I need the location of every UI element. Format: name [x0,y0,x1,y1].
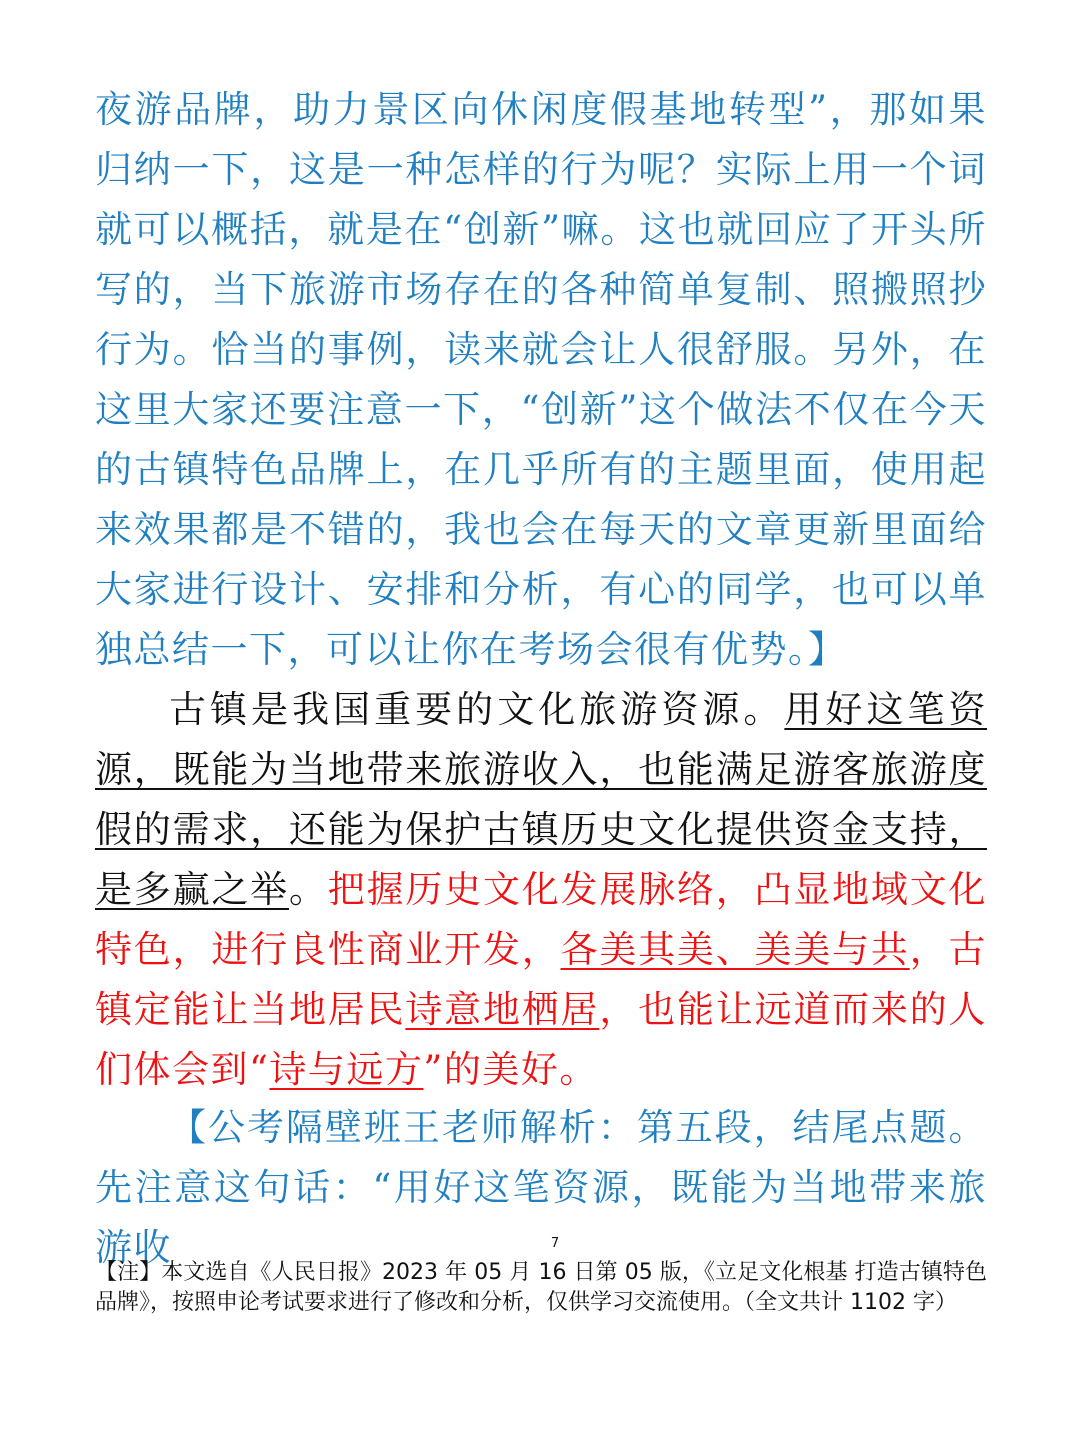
analysis-paragraph: 【公考隔壁班王老师解析：第五段，结尾点题。先注意这句话：“用好这笔资源，既能为当地带来旅游收 [95,1106,987,1269]
highlight-underlined-phrase: 诗意地栖居 [405,988,600,1031]
page-number: 7 [550,1236,560,1251]
highlight-sentence: 把握历史文化发展脉络，凸显地域文化特色，进行良性商业开发， [95,868,988,971]
highlight-sentence: ，古镇定能让当地居民 [95,928,988,1031]
analysis-paragraph-continued: 夜游品牌，助力景区向休闲度假基地转型”，那如果归纳一下，这是一种怎样的行为呢？实际上用一个词就可以概括，就是在“创新”嘛。这也就回应了开头所写的，当下旅游市场存在的各种简单复制、照搬照抄行为。恰当的事例，读来就会让人很舒服。另外，在这里大家还要注意一下，“创新”这个做法不仅在今天的古镇特色品牌上，在几乎所有的主题里面，使用起来效果都是不错的，我也会在每天的文章更新里面给大家进行设计、安排和分析，有心的同学，也可以单独总结一下，可以让你在考场会很有优势。】 [95,88,987,671]
footnote: 【注】本文选自《人民日报》2023 年 05 月 16 日第 05 版，《立足文化根基 打造古镇特色品牌》，按照申论考试要求进行了修改和分析，仅供学习交流使用。（全文共计 1102 字） [95,1260,987,1315]
underlined-sentence: 用好这笔资源，既能为当地带来旅游收入，也能满足游客旅游度假的需求，还能为保护古镇历史文化提供资金支持，是多赢之举 [95,688,988,911]
article-sentence: 古镇是我国重要的文化旅游资源。 [169,688,785,731]
highlight-sentence: ，也能让远道而来的人们体会到“ [95,988,988,1091]
punctuation: 。 [288,868,328,911]
highlight-underlined-phrase: 诗与远方 [269,1048,424,1091]
highlight-underlined-phrase: 各美其美、美美与共 [560,928,910,971]
highlight-sentence: ”的美好。 [423,1048,598,1091]
article-paragraph [95,680,987,1100]
